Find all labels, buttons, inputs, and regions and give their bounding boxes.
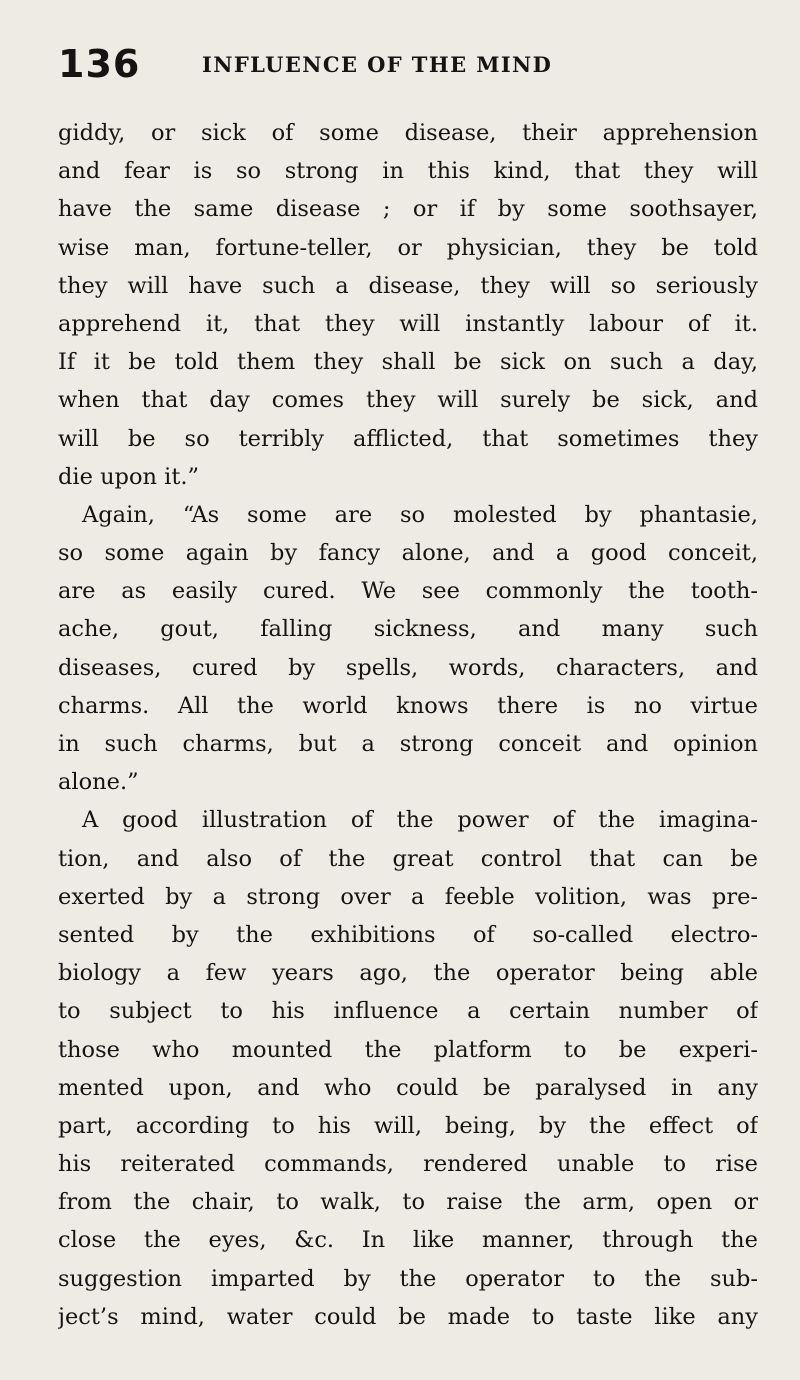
text-line: If it be told them they shall be sick on such a day, bbox=[58, 349, 758, 376]
text-line: part, according to his will, being, by the effect of bbox=[58, 1112, 758, 1139]
text-line: tion, and also of the great control that can be bbox=[58, 845, 758, 872]
text-line: apprehend it, that they will instantly labour of it. bbox=[58, 310, 758, 337]
text-line: suggestion imparted by the operator to the sub- bbox=[58, 1265, 758, 1292]
text-line: ject’s mind, water could be made to taste like any bbox=[58, 1303, 758, 1330]
text-line: his reiterated commands, rendered unable to rise bbox=[58, 1151, 758, 1178]
text-line: exerted by a strong over a feeble volition, was pre- bbox=[58, 883, 758, 910]
text-line: wise man, fortune-teller, or physician, they be told bbox=[58, 234, 758, 261]
text-line: are as easily cured. We see commonly the tooth- bbox=[58, 578, 758, 605]
text-line: those who mounted the platform to be experi- bbox=[58, 1036, 758, 1063]
text-line: will be so terribly afflicted, that sometimes they bbox=[58, 425, 758, 452]
text-line: have the same disease ; or if by some soothsayer, bbox=[58, 196, 758, 223]
text-line: alone.” bbox=[58, 769, 139, 796]
text-line: giddy, or sick of some disease, their apprehension bbox=[58, 120, 758, 146]
text-line: and fear is so strong in this kind, that they will bbox=[58, 158, 758, 185]
text-line: die upon it.” bbox=[58, 463, 200, 490]
text-line: ache, gout, falling sickness, and many such bbox=[58, 616, 758, 643]
text-line: Again, “As some are so molested by phantasie, bbox=[82, 501, 758, 528]
body-text bbox=[58, 114, 758, 1336]
text-line: biology a few years ago, the operator being able bbox=[58, 960, 758, 987]
text-line: mented upon, and who could be paralysed in any bbox=[58, 1074, 758, 1101]
text-line: charms. All the world knows there is no virtue bbox=[58, 692, 758, 719]
text-line: they will have such a disease, they will so seriously bbox=[58, 272, 758, 299]
text-line: from the chair, to walk, to raise the arm, open or bbox=[58, 1189, 758, 1216]
page-header bbox=[58, 44, 758, 84]
text-line: so some again by fancy alone, and a good conceit, bbox=[58, 540, 758, 567]
text-line: sented by the exhibitions of so-called electro- bbox=[58, 921, 758, 948]
text-line: close the eyes, &c. In like manner, through the bbox=[58, 1227, 758, 1254]
text-line: diseases, cured by spells, words, characters, and bbox=[58, 654, 758, 681]
running-head: INFLUENCE OF THE MIND bbox=[202, 52, 553, 77]
text-line: to subject to his influence a certain number of bbox=[58, 998, 758, 1025]
page-number: 136 bbox=[58, 42, 141, 86]
text-line: A good illustration of the power of the imagina- bbox=[82, 807, 758, 834]
text-line: in such charms, but a strong conceit and opinion bbox=[58, 731, 758, 757]
text-line: when that day comes they will surely be sick, and bbox=[58, 387, 758, 414]
